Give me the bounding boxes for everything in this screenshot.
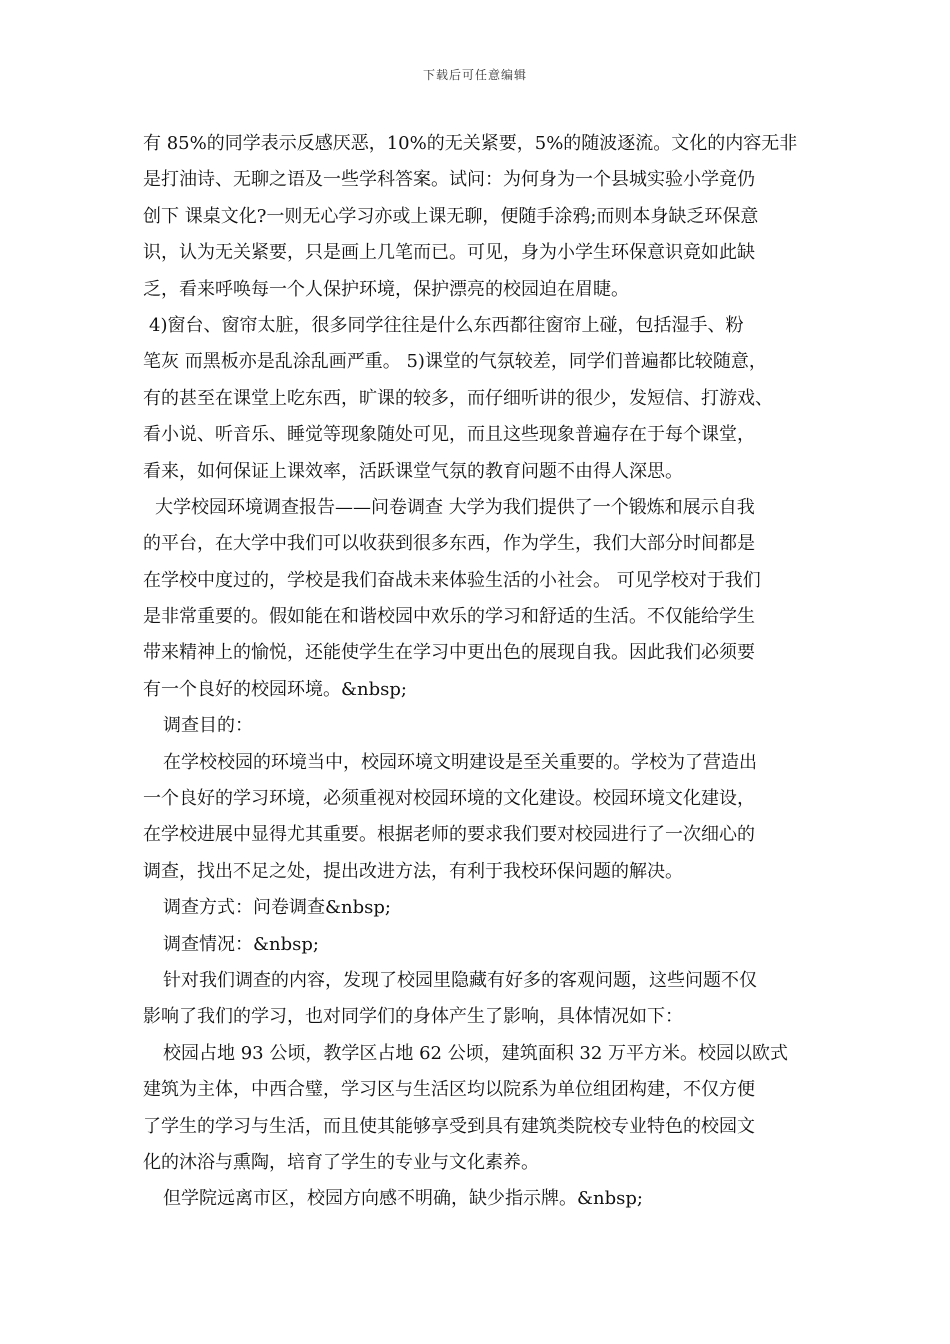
text-line: 带来精神上的愉悦，还能使学生在学习中更出色的展现自我。因此我们必须要 <box>143 642 755 664</box>
text-line: 在学校进展中显得尤其重要。根据老师的要求我们要对校园进行了一次细心的 <box>143 824 755 846</box>
text-line: 了学生的学习与生活，而且使其能够享受到具有建筑类院校专业特色的校园文 <box>143 1115 755 1137</box>
text-line: 化的沐浴与熏陶，培育了学生的专业与文化素养。 <box>143 1151 539 1173</box>
text-line: 识，认为无关紧要，只是画上几笔而已。可见，身为小学生环保意识竟如此缺 <box>143 242 755 264</box>
text-line: 调查情况：&nbsp; <box>163 933 319 955</box>
text-line: 的平台，在大学中我们可以收获到很多东西，作为学生，我们大部分时间都是 <box>143 533 755 555</box>
text-line: 大学校园环境调查报告——问卷调查 大学为我们提供了一个锻炼和展示自我 <box>155 496 755 518</box>
text-line: 调查，找出不足之处，提出改进方法，有利于我校环保问题的解决。 <box>143 860 683 882</box>
text-line: 创下 课桌文化?一则无心学习亦或上课无聊，便随手涂鸦;而则本身缺乏环保意 <box>143 205 759 227</box>
text-line: 有 85%的同学表示反感厌恶，10%的无关紧要，5%的随波逐流。文化的内容无非 <box>143 133 798 154</box>
text-line: 有的甚至在课堂上吃东西，旷课的较多，而仔细听讲的很少，发短信、打游戏、 <box>143 387 773 409</box>
text-line: 校园占地 93 公顷，教学区占地 62 公顷，建筑面积 32 万平方米。校园以欧式 <box>163 1042 789 1064</box>
text-line: 建筑为主体，中西合璧，学习区与生活区均以院系为单位组团构建，不仅方便 <box>143 1079 755 1101</box>
text-line: 但学院远离市区，校园方向感不明确，缺少指示牌。&nbsp; <box>163 1188 643 1210</box>
text-line: 一个良好的学习环境，必须重视对校园环境的文化建设。校园环境文化建设， <box>143 788 755 810</box>
text-line: 影响了我们的学习，也对同学们的身体产生了影响，具体情况如下： <box>143 1006 683 1028</box>
text-line: 调查方式：问卷调查&nbsp; <box>163 897 391 919</box>
text-line: 乏，看来呼唤每一个人保护环境，保护漂亮的校园迫在眉睫。 <box>143 278 629 300</box>
text-line: 是非常重要的。假如能在和谐校园中欢乐的学习和舒适的生活。不仅能给学生 <box>143 606 755 628</box>
text-line: 在学校校园的环境当中，校园环境文明建设是至关重要的。学校为了营造出 <box>163 751 757 773</box>
page-header: 下载后可任意编辑 <box>422 68 527 82</box>
text-line: 笔灰 而黑板亦是乱涂乱画严重。 5)课堂的气氛较差，同学们普遍都比较随意， <box>143 351 767 373</box>
text-line: 4)窗台、窗帘太脏，很多同学往往是什么东西都往窗帘上碰，包括湿手、粉 <box>149 314 744 336</box>
text-line: 调查目的： <box>163 715 253 737</box>
document-body <box>143 126 823 1218</box>
text-line: 针对我们调查的内容，发现了校园里隐藏有好多的客观问题，这些问题不仅 <box>163 969 757 991</box>
text-line: 是打油诗、无聊之语及一些学科答案。试问：为何身为一个县城实验小学竟仍 <box>143 169 755 191</box>
text-line: 看来，如何保证上课效率，活跃课堂气氛的教育问题不由得人深思。 <box>143 460 683 482</box>
text-line: 在学校中度过的，学校是我们奋战未来体验生活的小社会。 可见学校对于我们 <box>143 569 761 591</box>
text-line: 看小说、听音乐、睡觉等现象随处可见，而且这些现象普遍存在于每个课堂， <box>143 424 755 446</box>
text-line: 有一个良好的校园环境。&nbsp; <box>143 678 407 700</box>
